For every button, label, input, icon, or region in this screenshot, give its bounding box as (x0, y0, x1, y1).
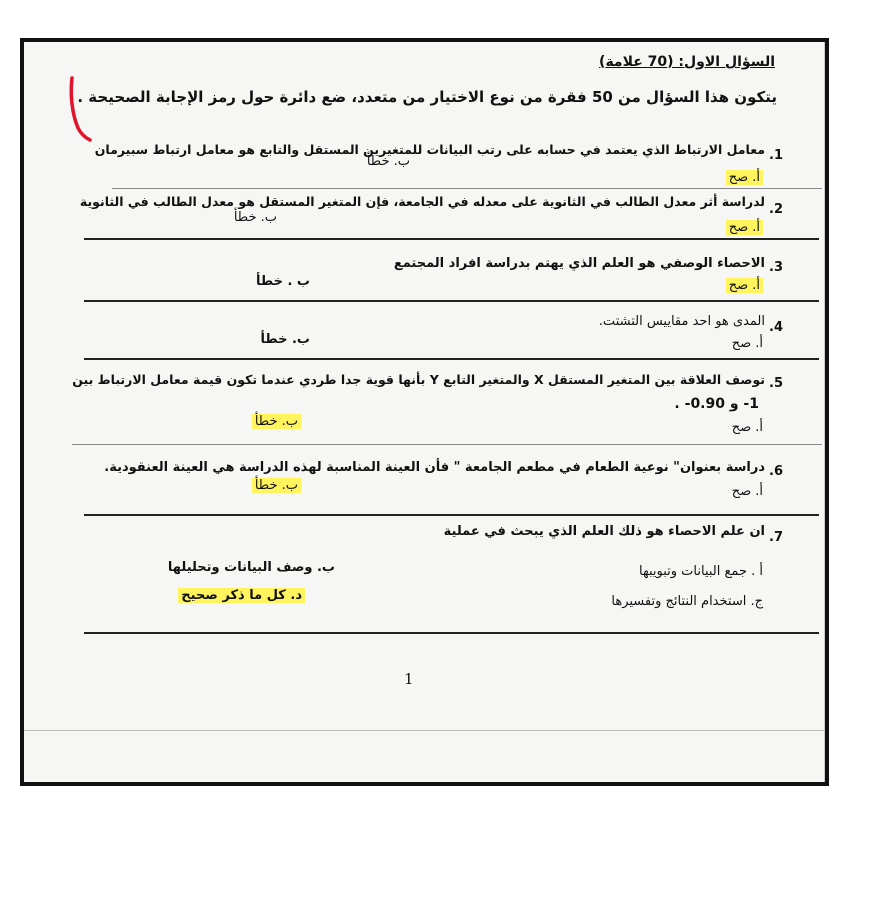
question-7-option-c: ج. استخدام النتائج وتفسيرها (611, 594, 763, 609)
question-5-option-b: ب. خطأ (252, 414, 301, 429)
divider (72, 444, 822, 445)
page-edge (824, 42, 825, 782)
question-4-option-b: ب. خطأ (260, 332, 310, 347)
question-7-number: .7 (769, 530, 783, 545)
question-6-option-b: ب. خطأ (252, 478, 301, 493)
page-number: 1 (404, 670, 414, 688)
exam-page (24, 42, 825, 782)
divider (84, 514, 819, 516)
section-instruction: يتكون هذا السؤال من 50 فقرة من نوع الاختيار من متعدد، ضع دائرة حول رمز الإجابة الصحيحة . (77, 88, 777, 106)
question-2-option-b: ب. خطأ (233, 210, 277, 225)
question-4-text: المدى هو احد مقاييس التشتت. (598, 314, 765, 329)
question-4-number: .4 (769, 320, 783, 335)
question-6-number: .6 (769, 464, 783, 479)
red-pen-mark (66, 74, 96, 144)
question-7-text: ان علم الاحصاء هو ذلك العلم الذي يبحث في عملية (443, 524, 765, 539)
divider (84, 632, 819, 634)
question-1-option-b: ب. خطأ (366, 154, 410, 169)
question-5-number: .5 (769, 376, 783, 391)
question-5-text: توصف العلاقة بين المتغير المستقل X والمتغير التابع Y بأنها قوية جدا طردي عندما تكون قيمة معامل الارتباط بين (72, 372, 765, 387)
question-6-text: دراسة بعنوان" نوعية الطعام في مطعم الجامعة " فأن العينة المناسبة لهذه الدراسة هي العينة العنقودية. (104, 460, 765, 475)
divider (84, 238, 819, 240)
question-7-option-d: د. كل ما ذكر صحيح (178, 588, 305, 603)
question-2-text: لدراسة أثر معدل الطالب في الثانوية على معدله في الجامعة، فإن المتغير المستقل هو معدل الطالب في الثانوية (79, 194, 765, 209)
question-7-option-a: أ . جمع البيانات وتبويبها (639, 564, 763, 579)
document-frame (20, 38, 829, 786)
divider (84, 358, 819, 360)
page-edge (24, 730, 825, 731)
divider (84, 300, 819, 302)
question-3-option-b: ب . خطأ (256, 274, 310, 289)
section-title: السؤال الاول: (70 علامة) (599, 54, 775, 70)
question-1-text: معامل الارتباط الذي يعتمد في حسابه على رتب البيانات للمتغيرين المستقل والتابع هو معامل ارتباط سبيرمان (94, 142, 765, 157)
question-7-option-b: ب. وصف البيانات وتحليلها (167, 560, 335, 575)
divider (112, 188, 822, 189)
question-3-option-a: أ. صح (726, 278, 763, 293)
question-2-option-a: أ. صح (726, 220, 763, 235)
question-1-number: .1 (769, 148, 783, 163)
question-3-number: .3 (769, 260, 783, 275)
question-1-option-a: أ. صح (726, 170, 763, 185)
question-6-option-a: أ. صح (731, 484, 763, 499)
question-5-range: 1- و 0.90- . (674, 396, 759, 412)
question-2-number: .2 (769, 202, 783, 217)
question-3-text: الاحصاء الوصفي هو العلم الذي يهتم بدراسة افراد المجتمع (393, 256, 765, 271)
question-5-option-a: أ. صح (731, 420, 763, 435)
question-4-option-a: أ. صح (731, 336, 763, 351)
